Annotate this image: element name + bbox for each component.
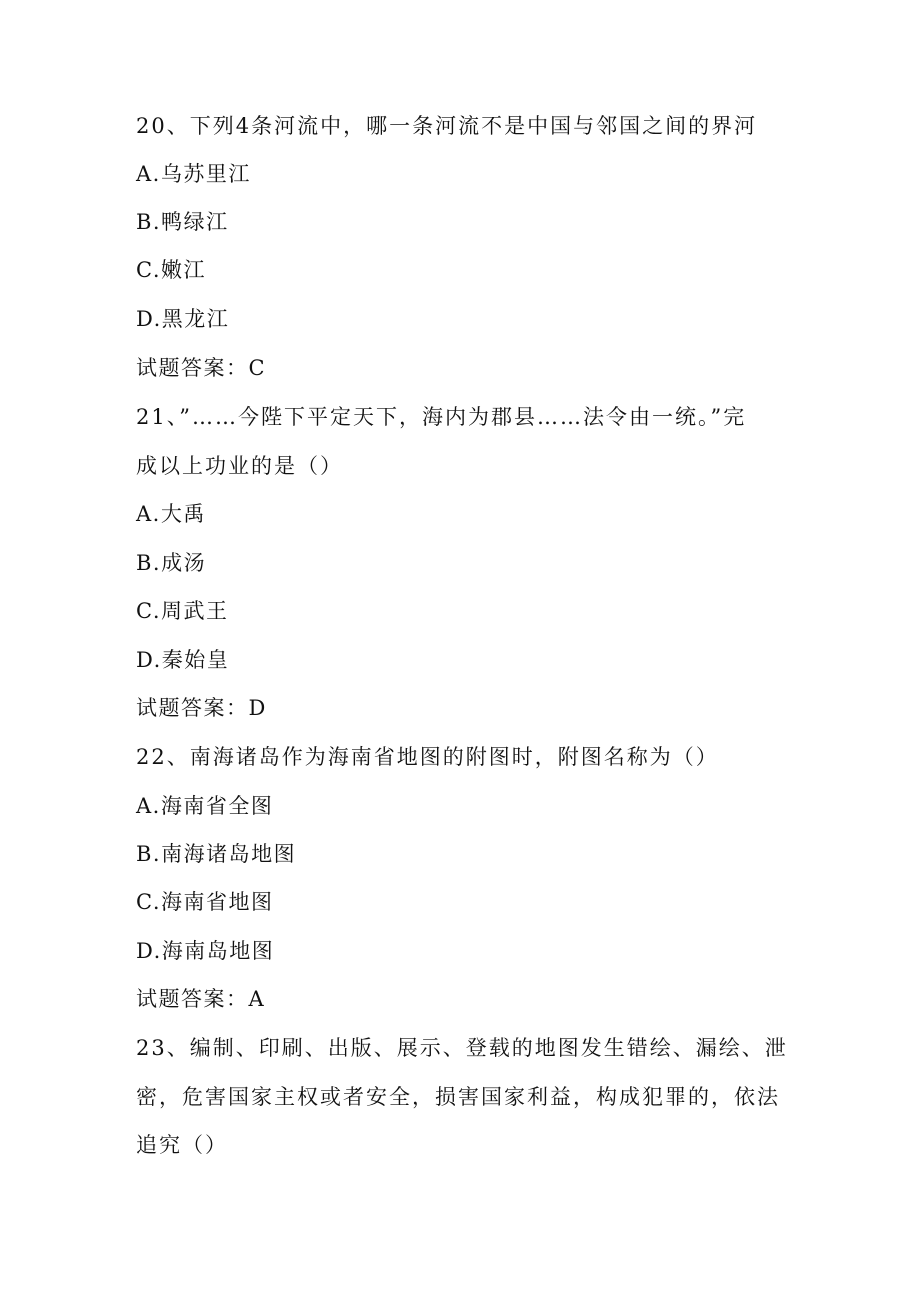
question-20-stem: 20、下列4条河流中，哪一条河流不是中国与邻国之间的界河 (136, 114, 758, 138)
question-20-option-d: D.黑龙江 (136, 307, 230, 331)
question-21-option-a: A.大禹 (136, 502, 206, 526)
question-21-option-c: C.周武王 (136, 599, 229, 623)
question-21-option-b: B.成汤 (136, 551, 207, 575)
question-21-answer: 试题答案：D (136, 696, 267, 720)
question-21-stem-line-1: 21、”……今陛下平定天下，海内为郡县……法令由一统。”完 (136, 405, 747, 429)
question-21-option-d: D.秦始皇 (136, 648, 230, 672)
question-22-answer: 试题答案：A (136, 987, 266, 1011)
question-20-option-b: B.鸭绿江 (136, 210, 229, 234)
question-21-stem-line-2: 成以上功业的是（） (136, 454, 343, 478)
question-22-option-d: D.海南岛地图 (136, 939, 275, 963)
question-23-stem-line-2: 密，危害国家主权或者安全，损害国家利益，构成犯罪的，依法 (136, 1085, 780, 1109)
question-20-option-c: C.嫩江 (136, 258, 206, 282)
question-23-stem-line-3: 追究（） (136, 1133, 228, 1157)
question-22-stem: 22、南海诸岛作为海南省地图的附图时，附图名称为（） (136, 745, 719, 769)
question-20-answer: 试题答案：C (136, 356, 267, 380)
question-20-option-a: A.乌苏里江 (136, 162, 251, 186)
question-22-option-b: B.南海诸岛地图 (136, 842, 297, 866)
question-22-option-a: A.海南省全图 (136, 794, 274, 818)
question-22-option-c: C.海南省地图 (136, 890, 274, 914)
question-23-stem-line-1: 23、编制、印刷、出版、展示、登载的地图发生错绘、漏绘、泄 (136, 1036, 788, 1060)
